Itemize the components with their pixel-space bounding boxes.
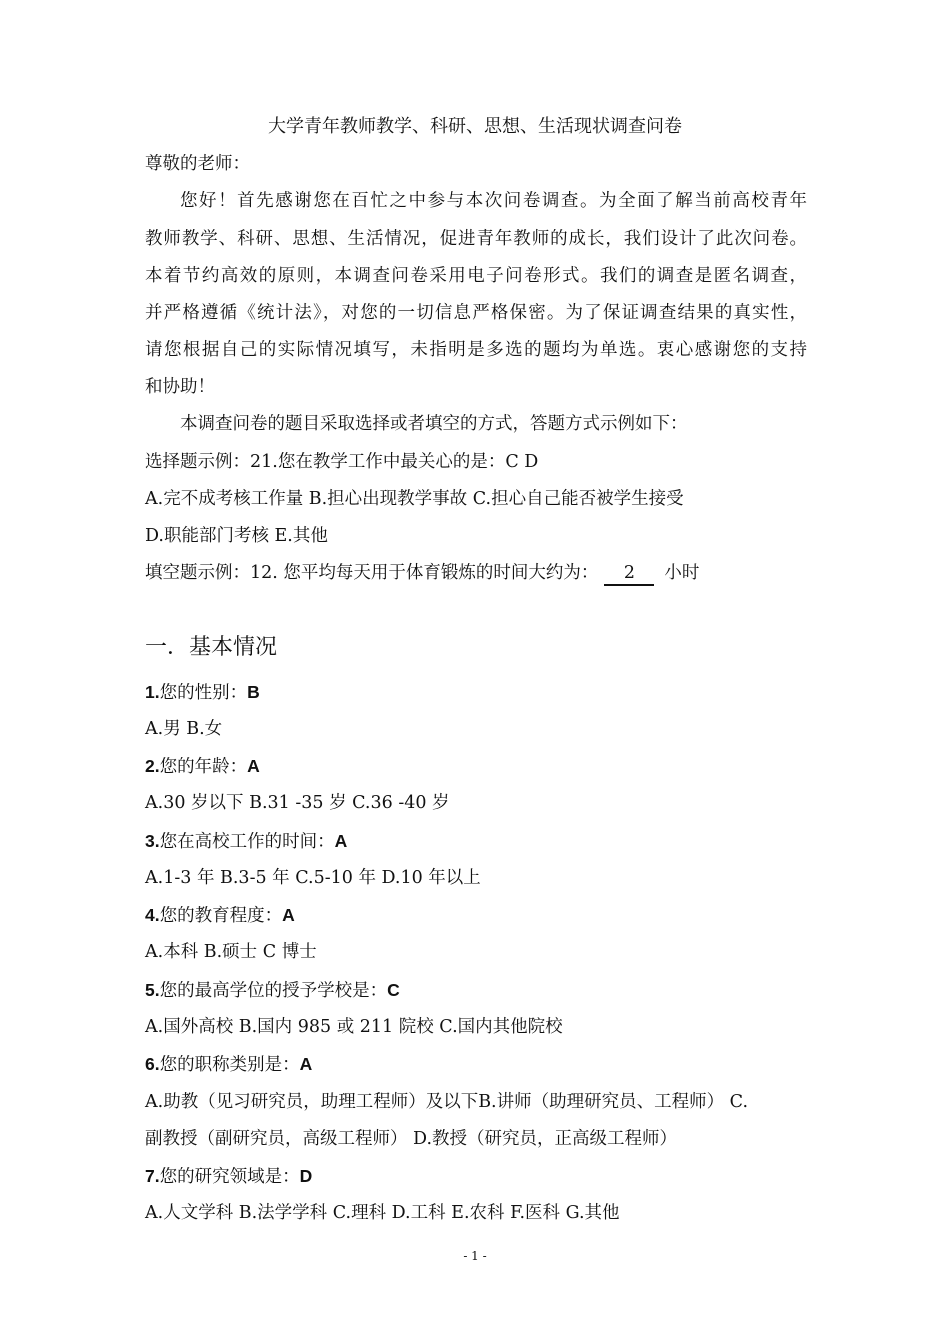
question-5-options: A.国外高校 B.国内 985 或 211 院校 C.国内其他院校 <box>145 1017 563 1037</box>
question-4-options: A.本科 B.硕士 C 博士 <box>145 942 317 962</box>
example-choice-options-2: D.职能部门考核 E.其他 <box>145 526 328 546</box>
question-stem: 您的最高学位的授予学校是： <box>159 981 388 1001</box>
question-answer: C <box>387 980 400 1000</box>
question-6-options-2: 副教授（副研究员，高级工程师） D.教授（研究员，正高级工程师） <box>145 1129 678 1149</box>
question-6 <box>145 1052 312 1077</box>
example-fill-label: 填空题示例：12. 您平均每天用于体育锻炼的时间大约为： <box>145 563 599 583</box>
question-6-options-1: A.助教（见习研究员，助理工程师）及以下B.讲师（助理研究员、工程师） C. <box>145 1092 749 1112</box>
intro-line-4: 并严格遵循《统计法》，对您的一切信息严格保密。为了保证调查结果的真实性， <box>145 303 807 323</box>
example-choice-label: 选择题示例：21.您在教学工作中最关心的是：C D <box>145 452 539 472</box>
question-stem: 您的研究领域是： <box>159 1167 300 1187</box>
question-3 <box>145 829 347 854</box>
question-5 <box>145 978 400 1003</box>
page-number: - 1 - <box>463 1249 487 1263</box>
example-fill-unit: 小时 <box>664 563 700 583</box>
question-7 <box>145 1164 312 1189</box>
question-2 <box>145 754 260 779</box>
question-3-options: A.1-3 年 B.3-5 年 C.5-10 年 D.10 年以上 <box>145 868 481 888</box>
question-answer: A <box>282 905 295 925</box>
question-2-options: A.30 岁以下 B.31 -35 岁 C.36 -40 岁 <box>145 793 450 813</box>
example-fill-row <box>145 561 699 586</box>
intro-line-6: 和协助！ <box>145 377 215 397</box>
question-number: 2. <box>145 756 160 776</box>
intro-line-2: 教师教学、科研、思想、生活情况，促进青年教师的成长，我们设计了此次问卷。 <box>145 229 807 249</box>
question-answer: A <box>299 1054 313 1074</box>
greeting: 尊敬的老师： <box>145 154 250 174</box>
question-number: 3. <box>145 831 160 851</box>
example-choice-options-1: A.完不成考核工作量 B.担心出现教学事故 C.担心自己能否被学生接受 <box>145 489 684 509</box>
question-7-options: A.人文学科 B.法学学科 C.理科 D.工科 E.农科 F.医科 G.其他 <box>145 1203 620 1223</box>
question-4 <box>145 903 295 928</box>
question-answer: A <box>334 831 348 851</box>
question-stem: 您的性别： <box>159 683 248 703</box>
question-number: 6. <box>145 1054 160 1074</box>
question-number: 1. <box>145 682 160 702</box>
question-1-options: A.男 B.女 <box>145 719 223 739</box>
method-intro: 本调查问卷的题目采取选择或者填空的方式，答题方式示例如下： <box>180 414 688 434</box>
question-answer: B <box>247 682 260 702</box>
question-1 <box>145 680 260 705</box>
question-stem: 您在高校工作的时间： <box>159 832 335 852</box>
question-stem: 您的年龄： <box>159 757 248 777</box>
question-number: 4. <box>145 905 160 925</box>
example-fill-blank: 2 <box>604 562 654 586</box>
section-title: 一．基本情况 <box>145 635 278 660</box>
document-title: 大学青年教师教学、科研、思想、生活现状调查问卷 <box>268 116 682 137</box>
question-answer: A <box>247 756 260 776</box>
intro-line-5: 请您根据自己的实际情况填写，未指明是多选的题均为单选。衷心感谢您的支持 <box>145 340 807 360</box>
question-number: 7. <box>145 1166 160 1186</box>
question-stem: 您的教育程度： <box>159 906 283 926</box>
question-answer: D <box>299 1166 313 1186</box>
intro-line-1: 您好！首先感谢您在百忙之中参与本次问卷调查。为全面了解当前高校青年 <box>180 191 807 211</box>
question-number: 5. <box>145 980 160 1000</box>
intro-line-3: 本着节约高效的原则，本调查问卷采用电子问卷形式。我们的调查是匿名调查， <box>145 266 807 286</box>
question-stem: 您的职称类别是： <box>159 1055 300 1075</box>
